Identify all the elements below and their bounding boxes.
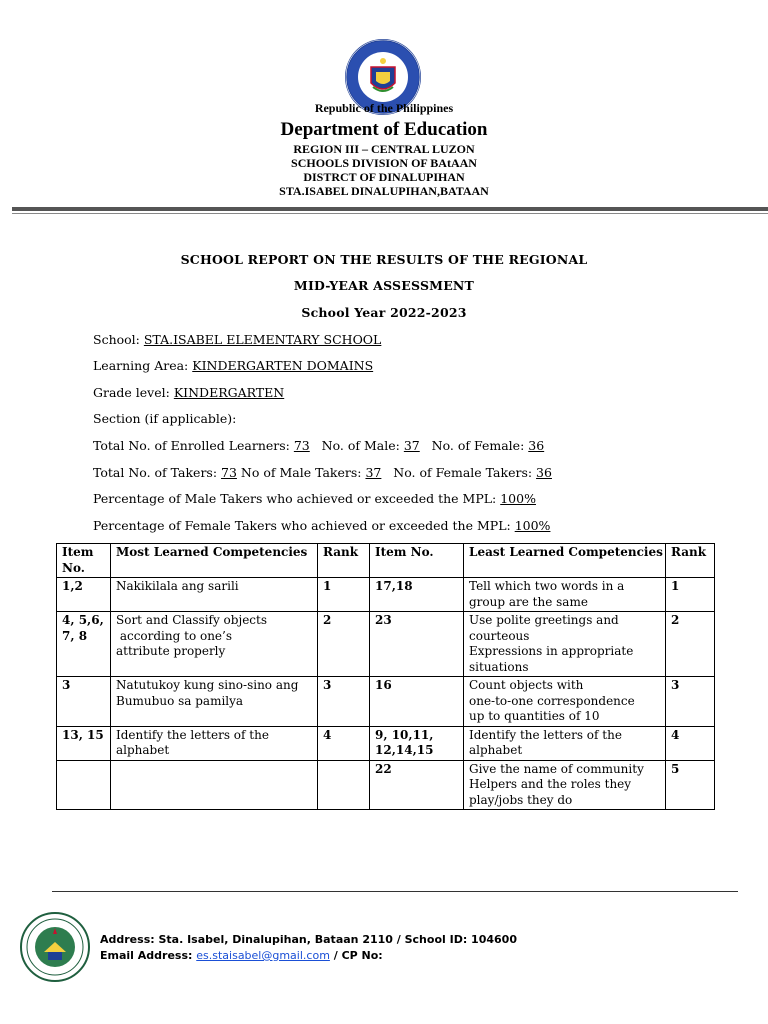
row-least-learned: Tell which two words in a group are the same xyxy=(464,578,666,612)
row-least-learned: Give the name of community Helpers and the roles they play/jobs they do xyxy=(464,760,666,810)
header-region: REGION III – CENTRAL LUZON xyxy=(293,142,475,156)
row-item-no: 3 xyxy=(57,677,111,727)
email-label: Email Address: xyxy=(100,949,197,962)
table-row xyxy=(57,612,715,677)
male-label: No. of Male: xyxy=(309,438,404,453)
row-item-no-2: 16 xyxy=(370,677,464,727)
row-rank: 3 xyxy=(318,677,370,727)
grade-value: KINDERGARTEN xyxy=(173,385,285,400)
row-rank-2: 4 xyxy=(666,726,715,760)
row-rank xyxy=(318,760,370,810)
header-item-no: Item No. xyxy=(57,544,111,578)
header-district: DISTRCT OF DINALUPIHAN xyxy=(303,170,465,184)
female-mpl-value: 100% xyxy=(514,518,551,533)
header-divider-thin xyxy=(12,213,768,214)
info-male-mpl xyxy=(93,491,536,506)
row-most-learned: Natutukoy kung sino-sino ang Bumubuo sa pamilya xyxy=(111,677,318,727)
female-takers-label: No. of Female Takers: xyxy=(381,465,537,480)
table-row xyxy=(57,578,715,612)
table-row xyxy=(57,760,715,810)
row-most-learned: Identify the letters of the alphabet xyxy=(111,726,318,760)
takers-value: 73 xyxy=(221,465,237,480)
row-least-learned: Count objects with one-to-one correspondence up to quantities of 10 xyxy=(464,677,666,727)
area-label: Learning Area: xyxy=(93,358,193,373)
row-item-no-2: 17,18 xyxy=(370,578,464,612)
footer-divider xyxy=(52,891,738,892)
row-item-no-2: 22 xyxy=(370,760,464,810)
header-republic: Republic of the Philippines xyxy=(314,101,454,115)
header-item-no-2: Item No. xyxy=(370,544,464,578)
row-rank-2: 5 xyxy=(666,760,715,810)
info-takers xyxy=(93,465,552,480)
row-least-learned: Use polite greetings and courteous Expressions in appropriate situations xyxy=(464,612,666,677)
male-takers-value: 37 xyxy=(365,465,382,480)
row-least-learned: Identify the letters of the alphabet xyxy=(464,726,666,760)
row-item-no-2: 23 xyxy=(370,612,464,677)
table-row xyxy=(57,677,715,727)
female-takers-value: 36 xyxy=(536,465,552,480)
report-title-year: School Year 2022-2023 xyxy=(301,305,467,320)
row-item-no: 13, 15 xyxy=(57,726,111,760)
header-department: Department of Education xyxy=(280,119,488,140)
row-most-learned: Sort and Classify objects according to one’s attribute properly xyxy=(111,612,318,677)
enrolled-label: Total No. of Enrolled Learners: xyxy=(93,438,294,453)
header-rank-2: Rank xyxy=(666,544,715,578)
header-rank: Rank xyxy=(318,544,370,578)
school-value: STA.ISABEL ELEMENTARY SCHOOL xyxy=(143,332,382,347)
row-rank-2: 3 xyxy=(666,677,715,727)
info-enrolled xyxy=(93,438,544,453)
area-value: KINDERGARTEN DOMAINS xyxy=(192,358,374,373)
female-value: 36 xyxy=(528,438,545,453)
cp-label: / CP No: xyxy=(329,949,383,962)
row-item-no xyxy=(57,760,111,810)
header-least-learned: Least Learned Competencies xyxy=(464,544,666,578)
takers-label: Total No. of Takers: xyxy=(93,465,222,480)
info-learning-area xyxy=(93,358,373,373)
row-most-learned xyxy=(111,760,318,810)
row-rank: 4 xyxy=(318,726,370,760)
footer-email-line xyxy=(100,949,383,962)
table-row xyxy=(57,726,715,760)
info-school xyxy=(93,332,381,347)
school-label: School: xyxy=(93,332,144,347)
report-title-line2: MID-YEAR ASSESSMENT xyxy=(293,278,475,293)
female-mpl-label: Percentage of Female Takers who achieved or exceeded the MPL: xyxy=(93,518,515,533)
table-header-row xyxy=(57,544,715,578)
row-item-no-2: 9, 10,11, 12,14,15 xyxy=(370,726,464,760)
row-item-no: 1,2 xyxy=(57,578,111,612)
email-link[interactable]: es.staisabel@gmail.com xyxy=(196,949,330,962)
info-section: Section (if applicable): xyxy=(93,411,237,426)
header-most-learned: Most Learned Competencies xyxy=(111,544,318,578)
row-item-no: 4, 5,6, 7, 8 xyxy=(57,612,111,677)
row-rank: 1 xyxy=(318,578,370,612)
male-mpl-value: 100% xyxy=(500,491,536,506)
row-rank: 2 xyxy=(318,612,370,677)
header-division: SCHOOLS DIVISION OF BAtAAN xyxy=(291,156,477,170)
row-most-learned: Nakikilala ang sarili xyxy=(111,578,318,612)
row-rank-2: 2 xyxy=(666,612,715,677)
footer-address: Address: Sta. Isabel, Dinalupihan, Bataan 2110 / School ID: 104600 xyxy=(100,933,517,946)
header-divider xyxy=(12,207,768,211)
info-female-mpl xyxy=(93,518,550,533)
competencies-table xyxy=(56,543,715,810)
male-takers-label: No of Male Takers: xyxy=(236,465,366,480)
school-logo xyxy=(20,912,90,982)
row-rank-2: 1 xyxy=(666,578,715,612)
male-mpl-label: Percentage of Male Takers who achieved or exceeded the MPL: xyxy=(93,491,501,506)
info-grade xyxy=(93,385,284,400)
male-value: 37 xyxy=(403,438,420,453)
enrolled-value: 73 xyxy=(293,438,310,453)
header-location: STA.ISABEL DINALUPIHAN,BATAAN xyxy=(279,184,489,198)
grade-label: Grade level: xyxy=(93,385,174,400)
report-title-line1: SCHOOL REPORT ON THE RESULTS OF THE REGIONAL xyxy=(180,252,588,267)
female-label: No. of Female: xyxy=(419,438,529,453)
